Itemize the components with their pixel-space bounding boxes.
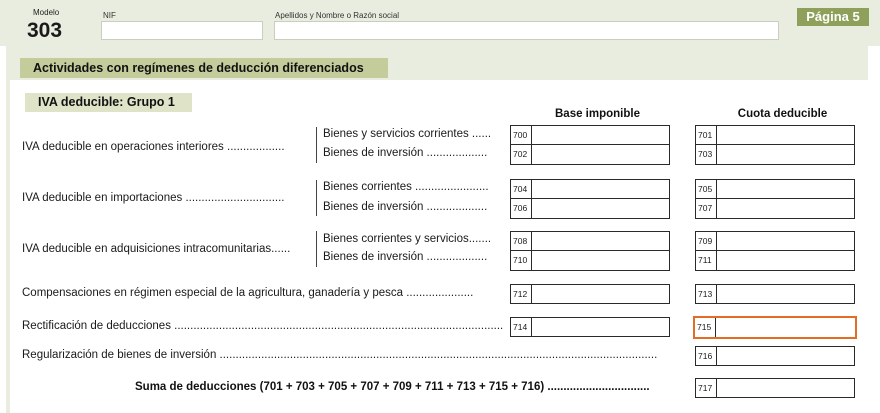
- field-700[interactable]: [510, 125, 670, 145]
- field-715[interactable]: [693, 316, 857, 339]
- field-code: 708: [511, 232, 532, 250]
- row-intracomunitarias-sub2: Bienes de inversión ...................: [323, 251, 488, 263]
- field-705[interactable]: [695, 179, 855, 199]
- field-code: 701: [696, 126, 717, 144]
- row-importaciones-sub1: Bienes corrientes .......................: [323, 181, 489, 193]
- field-code: 713: [696, 285, 717, 303]
- field-717[interactable]: [695, 378, 855, 398]
- field-code: 702: [511, 145, 532, 164]
- field-709[interactable]: [695, 231, 855, 251]
- row-compensaciones-label: Compensaciones en régimen especial de la agricultura, ganadería y pesca .....................: [22, 287, 474, 299]
- field-code: 703: [696, 145, 717, 164]
- row-importaciones-bracket: [316, 180, 317, 216]
- name-field[interactable]: [274, 21, 779, 40]
- group-title: IVA deducible: Grupo 1: [25, 93, 192, 112]
- field-code: 715: [695, 318, 716, 337]
- row-rectificacion-label: Rectificación de deducciones .......................................................................................................: [22, 320, 504, 332]
- nif-field[interactable]: [101, 21, 263, 40]
- modelo-label: Modelo: [33, 8, 60, 17]
- field-713[interactable]: [695, 284, 855, 304]
- row-interiores-sub1: Bienes y servicios corrientes ......: [323, 128, 492, 140]
- field-code: 709: [696, 232, 717, 250]
- field-code: 700: [511, 126, 532, 144]
- row-intracomunitarias-sub1: Bienes corrientes y servicios.......: [323, 233, 492, 245]
- row-regularizacion-label: Regularización de bienes de inversión .........................................................................................................................................: [22, 349, 658, 361]
- section-title: Actividades con regímenes de deducción diferenciados: [20, 58, 388, 78]
- row-interiores-bracket: [316, 127, 317, 163]
- field-code: 706: [511, 199, 532, 218]
- col-header-cuota: Cuota deducible: [737, 108, 828, 120]
- page-badge: Página 5: [797, 8, 869, 26]
- row-importaciones-label: IVA deducible en importaciones ...............................: [22, 192, 285, 204]
- field-714[interactable]: [510, 317, 670, 337]
- field-708[interactable]: [510, 231, 670, 251]
- field-code: 716: [696, 347, 717, 365]
- row-suma-label: Suma de deducciones (701 + 703 + 705 + 707 + 709 + 711 + 713 + 715 + 716) ................................: [135, 381, 650, 393]
- row-interiores-sub2: Bienes de inversión ...................: [323, 147, 488, 159]
- row-interiores-label: IVA deducible en operaciones interiores ..................: [22, 141, 285, 153]
- field-702[interactable]: [510, 145, 670, 165]
- field-code: 714: [511, 318, 532, 336]
- nif-label: NIF: [103, 11, 116, 20]
- field-code: 712: [511, 285, 532, 303]
- modelo-number: 303: [27, 19, 63, 42]
- field-706[interactable]: [510, 199, 670, 219]
- field-code: 705: [696, 180, 717, 198]
- field-701[interactable]: [695, 125, 855, 145]
- field-code: 704: [511, 180, 532, 198]
- field-704[interactable]: [510, 179, 670, 199]
- row-importaciones-sub2: Bienes de inversión ...................: [323, 201, 488, 213]
- col-header-base: Base imponible: [555, 108, 640, 120]
- field-710[interactable]: [510, 251, 670, 271]
- field-712[interactable]: [510, 284, 670, 304]
- row-intracomunitarias-bracket: [316, 231, 317, 267]
- field-711[interactable]: [695, 251, 855, 271]
- field-code: 711: [696, 251, 717, 270]
- field-703[interactable]: [695, 145, 855, 165]
- field-code: 710: [511, 251, 532, 270]
- field-code: 707: [696, 199, 717, 218]
- name-label: Apellidos y Nombre o Razón social: [275, 11, 400, 20]
- field-code: 717: [696, 379, 717, 397]
- field-716[interactable]: [695, 346, 855, 366]
- row-intracomunitarias-label: IVA deducible en adquisiciones intracomunitarias......: [22, 243, 291, 255]
- field-707[interactable]: [695, 199, 855, 219]
